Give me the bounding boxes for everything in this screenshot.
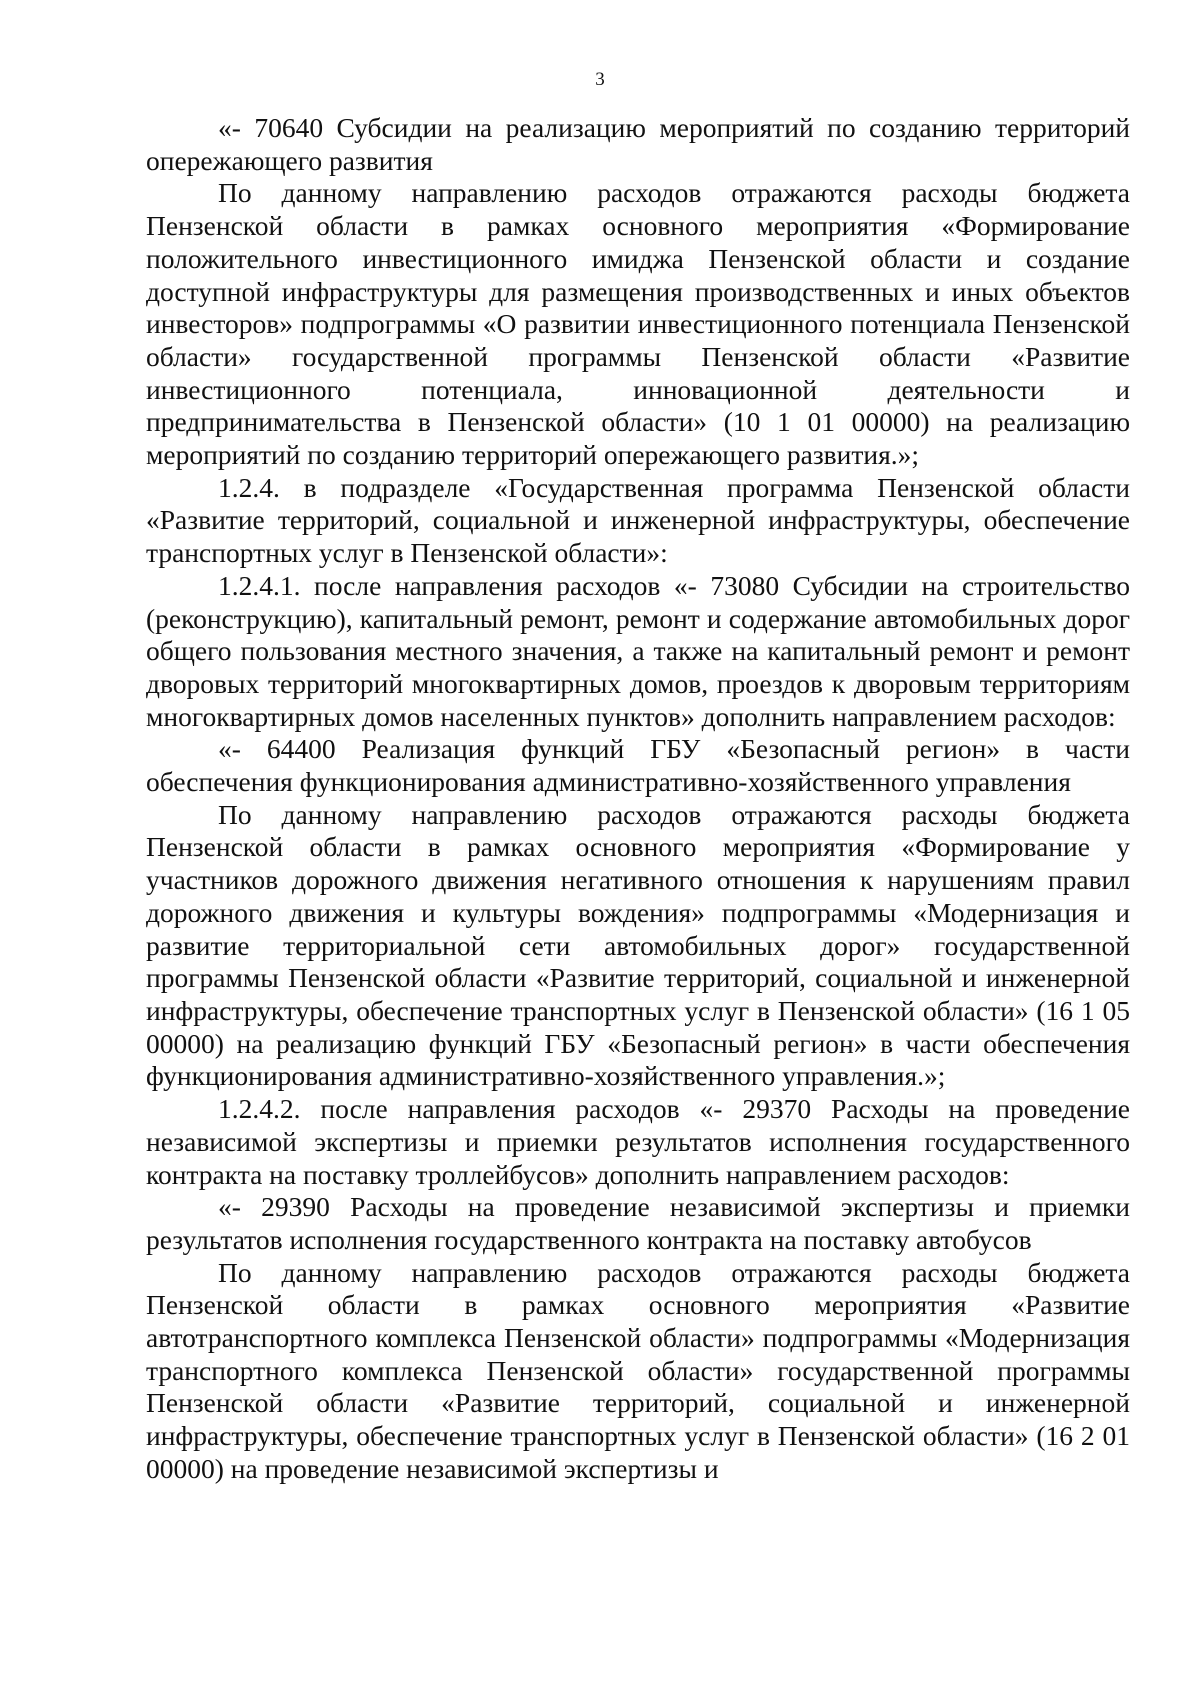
paragraph-expense-29390-description: По данному направлению расходов отражаются расходы бюджета Пензенской области в рамках основного мероприятия «Развитие автотранспортного комплекса Пензенской области» подпрограммы «Модернизация транспортного комплекса Пензенской области» государственной программы Пензенской области «Развитие территорий, социальной и инженерной инфраструктуры, обеспечение транспортных услуг в Пензенской области» (16 2 01 00000) на проведение независимой экспертизы и: [146, 1256, 1130, 1484]
paragraph-expense-64400-description: По данному направлению расходов отражаются расходы бюджета Пензенской области в рамках основного мероприятия «Формирование у участников дорожного движения негативного отношения к нарушениям правил дорожного движения и культуры вождения» подпрограммы «Модернизация и развитие территориальной сети автомобильных дорог» государственной программы Пензенской области «Развитие территорий, социальной и инженерной инфраструктуры, обеспечение транспортных услуг в Пензенской области» (16 1 05 00000) на реализацию функций ГБУ «Безопасный регион» в части обеспечения функционирования административно-хозяйственного управления.»;: [146, 798, 1130, 1092]
document-body: [146, 112, 1130, 1486]
paragraph-expense-29390: «- 29390 Расходы на проведение независимой экспертизы и приемки результатов исполнения государственного контракта на поставку автобусов: [146, 1191, 1130, 1255]
paragraph-expense-64400: «- 64400 Реализация функций ГБУ «Безопасный регион» в части обеспечения функционирования административно-хозяйственного управления: [146, 733, 1130, 798]
paragraph-subsidy-70640-description: По данному направлению расходов отражаются расходы бюджета Пензенской области в рамках основного мероприятия «Формирование положительного инвестиционного имиджа Пензенской области и создание доступной инфраструктуры для размещения производственных и иных объектов инвесторов» подпрограммы «О развитии инвестиционного потенциала Пензенской области» государственной программы Пензенской области «Развитие инвестиционного потенциала, инновационной деятельности и предпринимательства в Пензенской области» (10 1 01 00000) на реализацию мероприятий по созданию территорий опережающего развития.»;: [146, 177, 1130, 471]
paragraph-1-2-4: 1.2.4. в подразделе «Государственная программа Пензенской области «Развитие территорий, социальной и инженерной инфраструктуры, обеспечение транспортных услуг в Пензенской области»:: [146, 471, 1130, 569]
page-number: 3: [595, 69, 605, 90]
paragraph-subsidy-70640: «- 70640 Субсидии на реализацию мероприятий по созданию территорий опережающего развития: [146, 112, 1130, 176]
paragraph-1-2-4-1: 1.2.4.1. после направления расходов «- 73080 Субсидии на строительство (реконструкцию), капитальный ремонт, ремонт и содержание автомобильных дорог общего пользования местного значения, а также на капитальный ремонт и ремонт дворовых территорий многоквартирных домов, проездов к дворовым территориям многоквартирных домов населенных пунктов» дополнить направлением расходов:: [146, 569, 1130, 732]
paragraph-1-2-4-2: 1.2.4.2. после направления расходов «- 29370 Расходы на проведение независимой экспертизы и приемки результатов исполнения государственного контракта на поставку троллейбусов» дополнить направлением расходов:: [146, 1093, 1130, 1190]
